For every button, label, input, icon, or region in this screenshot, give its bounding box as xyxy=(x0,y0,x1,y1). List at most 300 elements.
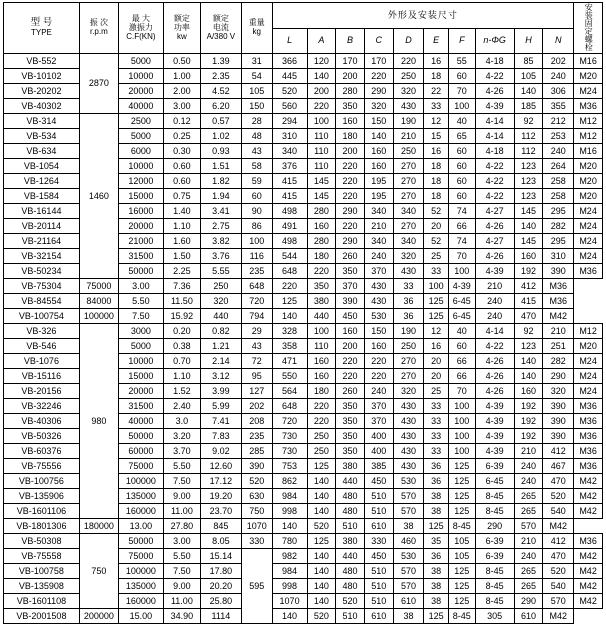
cell-model: VB-21164 xyxy=(4,234,80,249)
cell-dim-H: 140 xyxy=(514,84,543,99)
cell-dim-H: 192 xyxy=(514,399,543,414)
cell-dim-B: 440 xyxy=(307,309,336,324)
cell-dim-nG: 4-14 xyxy=(475,114,514,129)
cell-dim-E: 15 xyxy=(424,129,449,144)
cell-power: 0.60 xyxy=(163,174,200,189)
cell-dim-C: 510 xyxy=(364,504,393,519)
cell-current: 25.80 xyxy=(200,594,241,609)
vibrator-spec-table xyxy=(3,2,603,624)
cell-power: 0.75 xyxy=(163,189,200,204)
cell-force: 160000 xyxy=(118,504,163,519)
cell-dim-E: 38 xyxy=(424,489,449,504)
cell-dim-L: 730 xyxy=(272,429,307,444)
cell-dim-E: 33 xyxy=(424,264,449,279)
cell-dim-H: 210 xyxy=(514,444,543,459)
cell-dim-H: 265 xyxy=(514,504,543,519)
cell-dim-C: 510 xyxy=(364,579,393,594)
cell-model: VB-75556 xyxy=(4,459,80,474)
table-body xyxy=(4,54,603,624)
cell-dim-L: 780 xyxy=(272,534,307,549)
cell-bolt: M42 xyxy=(543,519,574,534)
cell-weight: 520 xyxy=(241,474,272,489)
cell-dim-E: 16 xyxy=(424,144,449,159)
cell-current: 1.94 xyxy=(200,189,241,204)
cell-dim-E: 25 xyxy=(424,384,449,399)
cell-dim-C: 450 xyxy=(364,549,393,564)
cell-dim-F: 125 xyxy=(424,519,449,534)
cell-model: VB-50234 xyxy=(4,264,80,279)
cell-dim-nG: 4-22 xyxy=(475,189,514,204)
cell-bolt: M24 xyxy=(574,249,603,264)
cell-dim-H: 160 xyxy=(514,384,543,399)
cell-dim-E: 12 xyxy=(424,114,449,129)
cell-dim-E: 12 xyxy=(424,324,449,339)
cell-force: 15000 xyxy=(118,189,163,204)
cell-dim-N: 467 xyxy=(543,459,574,474)
cell-current: 0.82 xyxy=(200,324,241,339)
cell-dim-H: 92 xyxy=(514,324,543,339)
cell-dim-L: 310 xyxy=(272,129,307,144)
cell-power: 1.40 xyxy=(163,204,200,219)
cell-dim-D: 430 xyxy=(393,444,424,459)
cell-bolt: M42 xyxy=(574,579,603,594)
header-weight-line1: 重量 xyxy=(248,18,265,28)
header-model-line1: 型 号 xyxy=(30,17,53,29)
cell-bolt: M12 xyxy=(574,324,603,339)
cell-force: 10000 xyxy=(118,159,163,174)
cell-dim-F: 65 xyxy=(448,129,475,144)
cell-force: 10000 xyxy=(118,69,163,84)
cell-dim-D: 270 xyxy=(393,369,424,384)
cell-force: 12000 xyxy=(118,174,163,189)
cell-dim-A: 145 xyxy=(307,189,336,204)
cell-dim-H: 240 xyxy=(514,459,543,474)
cell-dim-F: 60 xyxy=(448,189,475,204)
cell-dim-C: 370 xyxy=(364,264,393,279)
cell-weight: 54 xyxy=(241,69,272,84)
cell-dim-N: 520 xyxy=(543,489,574,504)
cell-dim-L: 1070 xyxy=(241,519,272,534)
cell-dim-N: 320 xyxy=(543,384,574,399)
cell-dim-F: 70 xyxy=(448,249,475,264)
cell-dim-F: 74 xyxy=(448,204,475,219)
cell-dim-C: 240 xyxy=(364,384,393,399)
cell-weight: 595 xyxy=(241,549,272,624)
header-power-line1: 额定 xyxy=(173,13,190,23)
cell-dim-H: 123 xyxy=(514,174,543,189)
cell-dim-H: 210 xyxy=(475,279,514,294)
cell-force: 135000 xyxy=(118,579,163,594)
cell-dim-N: 310 xyxy=(543,249,574,264)
cell-dim-A: 180 xyxy=(307,384,336,399)
cell-model: VB-2001508 xyxy=(4,609,80,624)
cell-current: 1.51 xyxy=(200,159,241,174)
cell-current: 8.05 xyxy=(200,534,241,549)
cell-weight: 48 xyxy=(241,129,272,144)
cell-power: 0.25 xyxy=(163,129,200,144)
cell-dim-nG: 4-26 xyxy=(475,369,514,384)
cell-model: VB-20202 xyxy=(4,84,80,99)
cell-model: VB-1076 xyxy=(4,354,80,369)
cell-dim-nG: 4-39 xyxy=(448,279,475,294)
cell-dim-C: 340 xyxy=(364,204,393,219)
cell-dim-nG: 6-45 xyxy=(475,474,514,489)
cell-weight: 320 xyxy=(200,294,241,309)
cell-current: 23.70 xyxy=(200,504,241,519)
cell-model: VB-20114 xyxy=(4,219,80,234)
cell-dim-C: 195 xyxy=(364,189,393,204)
cell-power: 0.60 xyxy=(163,159,200,174)
header-model-line2: TYPE xyxy=(30,28,52,38)
cell-weight: 440 xyxy=(200,309,241,324)
cell-model: VB-1601106 xyxy=(4,504,80,519)
cell-dim-D: 570 xyxy=(393,504,424,519)
cell-dim-D: 610 xyxy=(364,519,393,534)
cell-dim-L: 982 xyxy=(272,549,307,564)
cell-dim-A: 140 xyxy=(307,564,336,579)
cell-dim-N: 295 xyxy=(543,204,574,219)
cell-dim-N: 540 xyxy=(543,504,574,519)
cell-model: VB-534 xyxy=(4,129,80,144)
cell-dim-F: 100 xyxy=(448,399,475,414)
cell-dim-C: 390 xyxy=(336,294,365,309)
cell-dim-C: 160 xyxy=(364,144,393,159)
cell-dim-B: 350 xyxy=(336,429,365,444)
cell-dim-A: 140 xyxy=(307,594,336,609)
cell-force: 31500 xyxy=(118,249,163,264)
cell-dim-A: 280 xyxy=(307,204,336,219)
header-current xyxy=(200,3,241,54)
table-row xyxy=(4,114,603,129)
cell-dim-B: 200 xyxy=(336,69,365,84)
cell-dim-D: 340 xyxy=(393,204,424,219)
cell-dim-N: 258 xyxy=(543,174,574,189)
cell-power: 2.25 xyxy=(163,264,200,279)
cell-dim-N: 202 xyxy=(543,54,574,69)
cell-dim-C: 150 xyxy=(364,114,393,129)
cell-current: 27.80 xyxy=(163,519,200,534)
cell-current: 20.20 xyxy=(200,579,241,594)
table-row xyxy=(4,609,603,624)
cell-bolt: M36 xyxy=(574,264,603,279)
cell-dim-D: 530 xyxy=(393,474,424,489)
cell-weight: 31 xyxy=(241,54,272,69)
cell-dim-H: 112 xyxy=(514,144,543,159)
cell-dim-L: 376 xyxy=(272,159,307,174)
cell-force: 180000 xyxy=(79,519,118,534)
cell-dim-C: 510 xyxy=(336,609,365,624)
cell-bolt: M42 xyxy=(543,309,574,324)
cell-dim-N: 390 xyxy=(543,429,574,444)
cell-bolt: M42 xyxy=(574,594,603,609)
cell-dim-E: 18 xyxy=(424,189,449,204)
cell-dim-N: 470 xyxy=(514,309,543,324)
cell-bolt: M24 xyxy=(574,219,603,234)
cell-dim-N: 390 xyxy=(543,399,574,414)
cell-dim-L: 998 xyxy=(272,504,307,519)
cell-power: 15.00 xyxy=(118,609,163,624)
cell-weight: 28 xyxy=(241,114,272,129)
cell-dim-D: 430 xyxy=(364,279,393,294)
cell-dim-B: 160 xyxy=(336,324,365,339)
cell-weight: 58 xyxy=(241,159,272,174)
cell-dim-E: 52 xyxy=(424,204,449,219)
cell-dim-N: 282 xyxy=(543,219,574,234)
cell-bolt: M36 xyxy=(574,99,603,114)
cell-dim-H: 305 xyxy=(475,609,514,624)
header-force-line1: 最 大 xyxy=(131,13,151,23)
cell-dim-D: 320 xyxy=(393,249,424,264)
cell-dim-C: 510 xyxy=(364,489,393,504)
cell-power: 5.50 xyxy=(163,549,200,564)
cell-dim-B: 380 xyxy=(336,534,365,549)
cell-dim-E: 18 xyxy=(424,159,449,174)
cell-power: 3.00 xyxy=(163,534,200,549)
cell-weight: 250 xyxy=(200,279,241,294)
cell-dim-nG: 4-26 xyxy=(475,84,514,99)
cell-force: 135000 xyxy=(118,489,163,504)
cell-power: 0.12 xyxy=(163,114,200,129)
cell-model: VB-546 xyxy=(4,339,80,354)
cell-dim-L: 366 xyxy=(272,54,307,69)
cell-dim-N: 470 xyxy=(543,549,574,564)
cell-current: 1.82 xyxy=(200,174,241,189)
cell-dim-L: 794 xyxy=(241,309,272,324)
cell-dim-nG: 8-45 xyxy=(475,564,514,579)
cell-dim-L: 340 xyxy=(272,144,307,159)
cell-dim-B: 220 xyxy=(336,174,365,189)
cell-force: 5000 xyxy=(118,339,163,354)
cell-dim-F: 125 xyxy=(448,489,475,504)
cell-bolt: M20 xyxy=(574,339,603,354)
cell-dim-H: 290 xyxy=(475,519,514,534)
cell-dim-E: 36 xyxy=(424,474,449,489)
cell-dim-nG: 4-18 xyxy=(475,144,514,159)
cell-model: VB-326 xyxy=(4,324,80,339)
cell-dim-C: 150 xyxy=(364,324,393,339)
cell-force: 50000 xyxy=(118,429,163,444)
cell-dim-D: 430 xyxy=(393,399,424,414)
cell-power: 1.00 xyxy=(163,69,200,84)
cell-dim-D: 570 xyxy=(393,579,424,594)
cell-weight: 750 xyxy=(241,504,272,519)
cell-dim-A: 160 xyxy=(307,219,336,234)
cell-rpm: 980 xyxy=(79,324,118,519)
cell-dim-F: 74 xyxy=(448,234,475,249)
cell-dim-D: 190 xyxy=(393,114,424,129)
cell-force: 20000 xyxy=(118,84,163,99)
cell-force: 100000 xyxy=(79,309,118,324)
cell-dim-F: 60 xyxy=(448,69,475,84)
cell-dim-F: 125 xyxy=(448,564,475,579)
cell-dim-H: 112 xyxy=(514,129,543,144)
cell-dim-B: 380 xyxy=(336,459,365,474)
cell-dim-H: 192 xyxy=(514,429,543,444)
cell-dim-B: 380 xyxy=(307,294,336,309)
cell-dim-E: 33 xyxy=(393,279,424,294)
cell-force: 6000 xyxy=(118,144,163,159)
cell-dim-H: 123 xyxy=(514,159,543,174)
cell-dim-N: 355 xyxy=(543,99,574,114)
cell-weight: 100 xyxy=(241,234,272,249)
cell-dim-B: 350 xyxy=(336,399,365,414)
cell-bolt: M36 xyxy=(574,444,603,459)
cell-power: 11.00 xyxy=(163,594,200,609)
cell-dim-F: 125 xyxy=(424,309,449,324)
cell-force: 75000 xyxy=(118,459,163,474)
cell-dim-C: 210 xyxy=(364,219,393,234)
cell-dim-A: 250 xyxy=(307,429,336,444)
cell-dim-B: 180 xyxy=(336,129,365,144)
cell-dim-D: 430 xyxy=(393,459,424,474)
cell-dim-A: 140 xyxy=(307,579,336,594)
cell-dim-nG: 8-45 xyxy=(475,579,514,594)
cell-bolt: M16 xyxy=(574,54,603,69)
cell-bolt: M24 xyxy=(574,84,603,99)
cell-weight: 127 xyxy=(241,384,272,399)
cell-dim-B: 440 xyxy=(336,474,365,489)
header-bolt-label: 安装固定螺栓 xyxy=(584,3,594,51)
cell-force: 75000 xyxy=(79,279,118,294)
cell-weight: 845 xyxy=(200,519,241,534)
cell-power: 9.00 xyxy=(163,489,200,504)
cell-dim-E: 36 xyxy=(393,294,424,309)
cell-current: 11.50 xyxy=(163,294,200,309)
table-row xyxy=(4,309,603,324)
cell-model: VB-50326 xyxy=(4,429,80,444)
cell-weight: 29 xyxy=(241,324,272,339)
cell-dim-H: 290 xyxy=(514,594,543,609)
cell-dim-D: 270 xyxy=(393,159,424,174)
cell-dim-N: 251 xyxy=(543,339,574,354)
cell-rpm: 1460 xyxy=(79,114,118,279)
cell-bolt: M36 xyxy=(574,534,603,549)
header-power-line3: kw xyxy=(177,31,187,41)
cell-dim-A: 140 xyxy=(307,69,336,84)
cell-dim-A: 200 xyxy=(307,84,336,99)
cell-dim-H: 240 xyxy=(514,474,543,489)
cell-dim-F: 40 xyxy=(448,324,475,339)
table-row xyxy=(4,324,603,339)
cell-dim-D: 270 xyxy=(393,189,424,204)
header-dim-L: L xyxy=(272,28,307,54)
header-dim-H: H xyxy=(514,28,543,54)
cell-dim-C: 510 xyxy=(336,519,365,534)
cell-weight: 630 xyxy=(241,489,272,504)
cell-dim-F: 125 xyxy=(448,459,475,474)
cell-force: 5000 xyxy=(118,54,163,69)
cell-dim-A: 145 xyxy=(307,174,336,189)
cell-bolt: M36 xyxy=(543,294,574,309)
cell-dim-B: 220 xyxy=(336,189,365,204)
cell-force: 16000 xyxy=(118,204,163,219)
cell-dim-nG: 4-39 xyxy=(475,429,514,444)
cell-dim-N: 470 xyxy=(543,474,574,489)
cell-force: 40000 xyxy=(118,414,163,429)
cell-dim-N: 390 xyxy=(543,414,574,429)
cell-dim-E: 33 xyxy=(424,414,449,429)
header-force-line3: C.F(KN) xyxy=(126,31,156,41)
cell-weight: 60 xyxy=(241,189,272,204)
cell-power: 0.38 xyxy=(163,339,200,354)
cell-dim-E: 36 xyxy=(424,459,449,474)
cell-model: VB-20156 xyxy=(4,384,80,399)
cell-dim-N: 540 xyxy=(543,579,574,594)
cell-force: 5000 xyxy=(118,129,163,144)
cell-dim-nG: 8-45 xyxy=(475,594,514,609)
cell-model: VB-32154 xyxy=(4,249,80,264)
cell-dim-A: 140 xyxy=(307,489,336,504)
header-rpm-line1: 振 次 xyxy=(89,18,108,28)
header-power-line2: 功率 xyxy=(173,22,190,32)
cell-weight: 72 xyxy=(241,354,272,369)
cell-model: VB-100754 xyxy=(4,309,80,324)
cell-dim-D: 340 xyxy=(393,234,424,249)
cell-dim-D: 270 xyxy=(393,219,424,234)
cell-weight: 208 xyxy=(241,414,272,429)
cell-dim-A: 220 xyxy=(307,414,336,429)
cell-bolt: M20 xyxy=(574,189,603,204)
cell-force: 21000 xyxy=(118,234,163,249)
cell-dim-A: 180 xyxy=(307,249,336,264)
cell-model: VB-75558 xyxy=(4,549,80,564)
cell-force: 2500 xyxy=(118,114,163,129)
cell-dim-C: 220 xyxy=(364,369,393,384)
cell-dim-F: 100 xyxy=(448,414,475,429)
table-row xyxy=(4,534,603,549)
header-rpm xyxy=(79,3,118,54)
cell-dim-A: 140 xyxy=(272,309,307,324)
cell-power: 1.10 xyxy=(163,369,200,384)
cell-dim-B: 350 xyxy=(307,279,336,294)
header-current-line3: A/380 V xyxy=(206,31,236,41)
cell-model: VB-10102 xyxy=(4,69,80,84)
header-dim-F: F xyxy=(448,28,475,54)
cell-bolt: M36 xyxy=(574,429,603,444)
cell-dim-nG: 8-45 xyxy=(448,609,475,624)
cell-bolt: M24 xyxy=(574,204,603,219)
cell-dim-H: 140 xyxy=(514,354,543,369)
cell-force: 100000 xyxy=(118,474,163,489)
cell-dim-L: 720 xyxy=(272,414,307,429)
cell-power: 5.50 xyxy=(118,294,163,309)
cell-dim-L: 471 xyxy=(272,354,307,369)
cell-dim-C: 370 xyxy=(364,399,393,414)
header-dim-E: E xyxy=(424,28,449,54)
cell-bolt: M36 xyxy=(574,414,603,429)
cell-dim-E: 38 xyxy=(424,594,449,609)
cell-dim-L: 544 xyxy=(272,249,307,264)
cell-weight: 202 xyxy=(241,399,272,414)
cell-dim-nG: 8-45 xyxy=(475,489,514,504)
cell-current: 5.55 xyxy=(200,264,241,279)
cell-dim-D: 320 xyxy=(393,84,424,99)
cell-dim-L: 491 xyxy=(272,219,307,234)
cell-power: 0.50 xyxy=(163,54,200,69)
cell-power: 2.40 xyxy=(163,399,200,414)
cell-weight: 105 xyxy=(241,84,272,99)
header-power xyxy=(163,3,200,54)
cell-dim-C: 220 xyxy=(364,354,393,369)
cell-dim-L: 730 xyxy=(272,444,307,459)
cell-dim-A: 140 xyxy=(307,474,336,489)
cell-model: VB-60376 xyxy=(4,444,80,459)
cell-dim-nG: 8-45 xyxy=(475,504,514,519)
cell-current: 2.35 xyxy=(200,69,241,84)
cell-dim-nG: 4-22 xyxy=(475,69,514,84)
cell-dim-L: 328 xyxy=(272,324,307,339)
cell-dim-F: 60 xyxy=(448,174,475,189)
